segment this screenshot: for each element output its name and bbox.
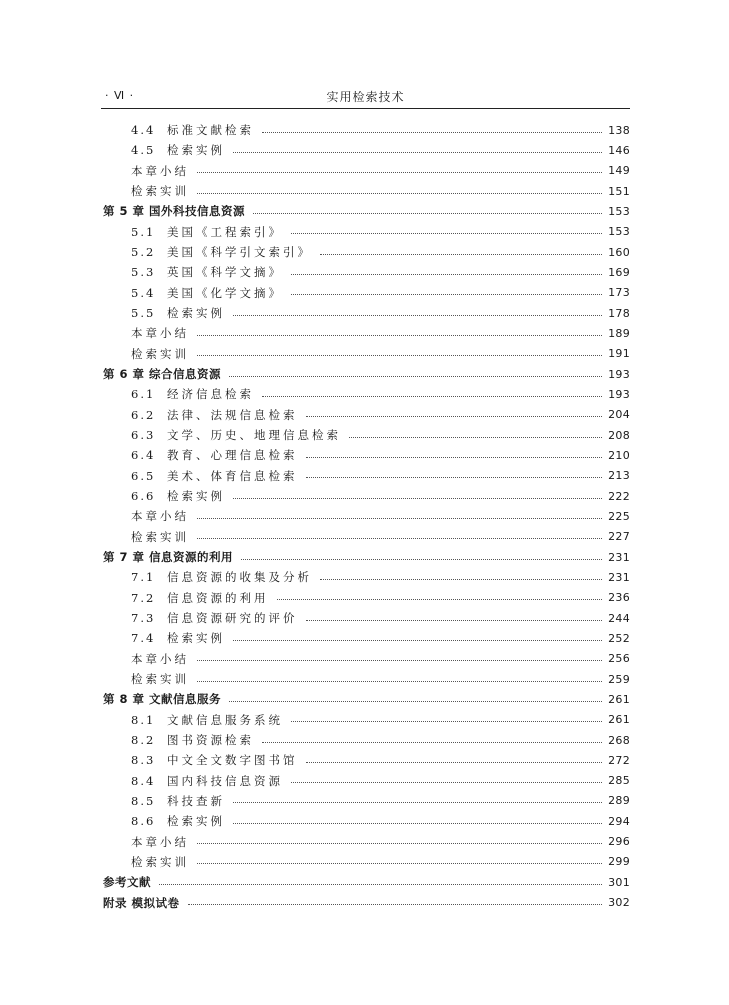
toc-page-number: 244 — [608, 611, 630, 625]
dot-leader — [306, 416, 603, 417]
toc-entry-row — [101, 669, 630, 689]
toc-entry-row — [101, 242, 630, 262]
toc-page-number: 138 — [608, 123, 630, 137]
toc-entry-row — [101, 527, 630, 547]
toc-section-number: 8.5 — [131, 793, 156, 808]
dot-leader — [233, 640, 602, 641]
toc-entry-title: 文献信息服务系统 — [167, 712, 283, 727]
toc-entry-row — [101, 283, 630, 303]
dot-leader — [291, 274, 602, 275]
page-header — [101, 86, 630, 109]
toc-entry-title: 检索实训 — [131, 184, 189, 199]
dot-leader — [320, 579, 602, 580]
toc-section-number: 5.4 — [131, 285, 156, 300]
toc-page-number: 189 — [608, 326, 630, 340]
dot-leader — [197, 335, 602, 336]
toc-section-number: 6.2 — [131, 407, 156, 422]
dot-leader — [306, 762, 603, 763]
toc-section-number: 4.5 — [131, 143, 156, 158]
toc-page-number: 299 — [608, 855, 630, 869]
toc-entry-title: 美术、体育信息检索 — [167, 468, 298, 483]
dot-leader — [253, 213, 602, 214]
toc-entry-title: 本章小结 — [131, 509, 189, 524]
dot-leader — [262, 396, 602, 397]
dot-leader — [306, 477, 603, 478]
toc-entry-row — [101, 628, 630, 648]
toc-section-number: 5.3 — [131, 265, 156, 280]
toc-entry-row — [101, 262, 630, 282]
toc-section-number: 8.2 — [131, 733, 156, 747]
toc-page-number: 296 — [608, 835, 630, 849]
toc-entry-row — [101, 445, 630, 465]
toc-entry-title: 检索实训 — [131, 529, 189, 544]
toc-entry-title: 美国《化学文摘》 — [167, 285, 283, 300]
dot-leader — [233, 315, 602, 316]
dot-leader — [188, 904, 602, 905]
toc-entry-title: 美国《工程索引》 — [167, 224, 283, 239]
dot-leader — [197, 355, 602, 356]
toc-entry-title: 信息资源的收集及分析 — [167, 570, 312, 585]
toc-entry-row — [101, 750, 630, 770]
toc-entry-title: 附录 模拟试卷 — [103, 895, 180, 910]
toc-entry-title: 图书资源检索 — [167, 733, 254, 747]
dot-leader — [197, 518, 602, 519]
dot-leader — [233, 152, 602, 153]
dot-leader — [262, 132, 602, 133]
toc-page-number: 236 — [608, 591, 630, 605]
toc-entry-title: 检索实例 — [167, 489, 225, 504]
toc-entry-title: 本章小结 — [131, 651, 189, 666]
toc-entry-row — [101, 506, 630, 526]
toc-section-number: 6.5 — [131, 468, 156, 483]
toc-chapter-row — [101, 892, 630, 912]
dot-leader — [229, 701, 602, 702]
toc-page-number: 231 — [608, 570, 630, 584]
toc-section-number: 7.2 — [131, 590, 156, 605]
toc-entry-title: 科技查新 — [167, 793, 225, 808]
dot-leader — [291, 233, 602, 234]
toc-entry-title: 第 8 章 文献信息服务 — [103, 692, 222, 707]
toc-page-number: 302 — [608, 896, 630, 910]
toc-section-number: 8.6 — [131, 814, 156, 829]
toc-page-number: 146 — [608, 143, 630, 157]
dot-leader — [277, 599, 603, 600]
toc-page-number: 256 — [608, 652, 630, 666]
toc-page-number: 272 — [608, 753, 630, 767]
toc-page-number: 204 — [608, 408, 630, 422]
dot-leader — [197, 660, 602, 661]
toc-chapter-row — [101, 201, 630, 221]
toc-page-number: 268 — [608, 733, 630, 747]
toc-page-number: 301 — [608, 875, 630, 889]
toc-page-number: 193 — [608, 367, 630, 381]
toc-entry-title: 国内科技信息资源 — [167, 773, 283, 788]
toc-entry-title: 中文全文数字图书馆 — [167, 753, 298, 768]
toc-entry-row — [101, 710, 630, 730]
toc-entry-title: 经济信息检索 — [167, 387, 254, 402]
toc-entry-title: 信息资源的利用 — [167, 590, 269, 605]
toc-page-number: 160 — [608, 245, 630, 259]
toc-entry-row — [101, 303, 630, 323]
dot-leader — [320, 254, 602, 255]
toc-entry-row — [101, 405, 630, 425]
toc-entry-row — [101, 608, 630, 628]
toc-section-number: 5.2 — [131, 245, 156, 260]
toc-entry-row — [101, 588, 630, 608]
toc-entry-title: 教育、心理信息检索 — [167, 448, 298, 463]
toc-entry-title: 英国《科学文摘》 — [167, 265, 283, 280]
dot-leader — [197, 193, 602, 194]
toc-entry-row — [101, 771, 630, 791]
toc-section-number: 8.3 — [131, 753, 156, 768]
toc-page-number: 153 — [608, 204, 630, 218]
toc-entry-row — [101, 181, 630, 201]
toc-page-number: 191 — [608, 347, 630, 361]
toc-entry-title: 检索实例 — [167, 143, 225, 158]
toc-entry-row — [101, 120, 630, 140]
toc-page-number: 259 — [608, 672, 630, 686]
toc-entry-title: 标准文献检索 — [167, 123, 254, 138]
toc-page-number: 252 — [608, 631, 630, 645]
toc-section-number: 6.4 — [131, 448, 156, 463]
toc-entry-row — [101, 384, 630, 404]
toc-section-number: 6.6 — [131, 489, 156, 504]
toc-section-number: 5.5 — [131, 306, 156, 321]
toc-entry-row — [101, 486, 630, 506]
dot-leader — [197, 172, 602, 173]
toc-page-number: 178 — [608, 306, 630, 320]
dot-leader — [291, 721, 602, 722]
dot-leader — [159, 884, 602, 885]
dot-leader — [291, 294, 602, 295]
toc-entry-title: 检索实例 — [167, 814, 225, 829]
toc-page-number: 261 — [608, 692, 630, 706]
toc-entry-row — [101, 425, 630, 445]
toc-chapter-row — [101, 872, 630, 892]
dot-leader — [241, 559, 602, 560]
toc-page-number: 210 — [608, 448, 630, 462]
toc-entry-row — [101, 649, 630, 669]
dot-leader — [306, 620, 603, 621]
toc-page-number: 169 — [608, 265, 630, 279]
toc-page-number: 222 — [608, 489, 630, 503]
table-of-contents — [101, 120, 630, 913]
toc-chapter-row — [101, 364, 630, 384]
toc-chapter-row — [101, 689, 630, 709]
toc-chapter-row — [101, 547, 630, 567]
dot-leader — [197, 681, 602, 682]
running-title: 实用检索技术 — [326, 90, 405, 104]
toc-section-number: 8.1 — [131, 712, 156, 727]
toc-entry-title: 检索实训 — [131, 854, 189, 869]
toc-section-number: 5.1 — [131, 224, 156, 239]
dot-leader — [197, 843, 602, 844]
toc-entry-title: 文学、历史、地理信息检索 — [167, 428, 341, 443]
toc-entry-row — [101, 567, 630, 587]
toc-entry-title: 本章小结 — [131, 326, 189, 341]
dot-leader — [291, 782, 602, 783]
toc-page-number: 173 — [608, 286, 630, 300]
toc-entry-row — [101, 811, 630, 831]
dot-leader — [233, 802, 602, 803]
toc-page-number: 289 — [608, 794, 630, 808]
dot-leader — [197, 863, 602, 864]
toc-entry-row — [101, 852, 630, 872]
toc-entry-row — [101, 791, 630, 811]
dot-leader — [349, 437, 602, 438]
toc-entry-row — [101, 222, 630, 242]
toc-entry-row — [101, 323, 630, 343]
dot-leader — [306, 457, 603, 458]
toc-entry-row — [101, 466, 630, 486]
toc-page-number: 213 — [608, 469, 630, 483]
toc-entry-title: 本章小结 — [131, 163, 189, 178]
toc-entry-title: 信息资源研究的评价 — [167, 611, 298, 626]
toc-section-number: 4.4 — [131, 123, 156, 138]
toc-section-number: 8.4 — [131, 773, 156, 788]
dot-leader — [233, 823, 602, 824]
toc-section-number: 7.4 — [131, 631, 156, 646]
toc-entry-row — [101, 730, 630, 750]
page-number-label: · Ⅵ · — [105, 89, 135, 102]
dot-leader — [229, 376, 602, 377]
toc-page-number: 285 — [608, 774, 630, 788]
toc-entry-title: 第 5 章 国外科技信息资源 — [103, 204, 246, 219]
toc-section-number: 7.3 — [131, 611, 156, 626]
toc-page-number: 261 — [608, 713, 630, 727]
toc-entry-title: 检索实例 — [167, 631, 225, 646]
toc-entry-title: 检索实训 — [131, 672, 189, 687]
dot-leader — [262, 742, 602, 743]
toc-section-number: 6.1 — [131, 387, 156, 402]
toc-section-number: 6.3 — [131, 428, 156, 443]
toc-entry-row — [101, 344, 630, 364]
toc-entry-title: 本章小结 — [131, 834, 189, 849]
toc-page-number: 208 — [608, 428, 630, 442]
toc-entry-row — [101, 831, 630, 851]
toc-page-number: 294 — [608, 814, 630, 828]
toc-entry-row — [101, 140, 630, 160]
toc-entry-title: 第 6 章 综合信息资源 — [103, 367, 222, 382]
toc-page-number: 151 — [608, 184, 630, 198]
dot-leader — [197, 538, 602, 539]
toc-page-number: 153 — [608, 225, 630, 239]
toc-entry-title: 第 7 章 信息资源的利用 — [103, 550, 234, 565]
toc-entry-title: 检索实训 — [131, 346, 189, 361]
toc-page-number: 149 — [608, 164, 630, 178]
toc-entry-title: 美国《科学引文索引》 — [167, 245, 312, 260]
toc-entry-title: 法律、法规信息检索 — [167, 407, 298, 422]
toc-page-number: 227 — [608, 530, 630, 544]
toc-page-number: 231 — [608, 550, 630, 564]
toc-entry-title: 检索实例 — [167, 306, 225, 321]
toc-section-number: 7.1 — [131, 570, 156, 585]
dot-leader — [233, 498, 602, 499]
toc-entry-title: 参考文献 — [103, 875, 151, 890]
toc-page-number: 225 — [608, 509, 630, 523]
toc-entry-row — [101, 161, 630, 181]
toc-page-number: 193 — [608, 387, 630, 401]
